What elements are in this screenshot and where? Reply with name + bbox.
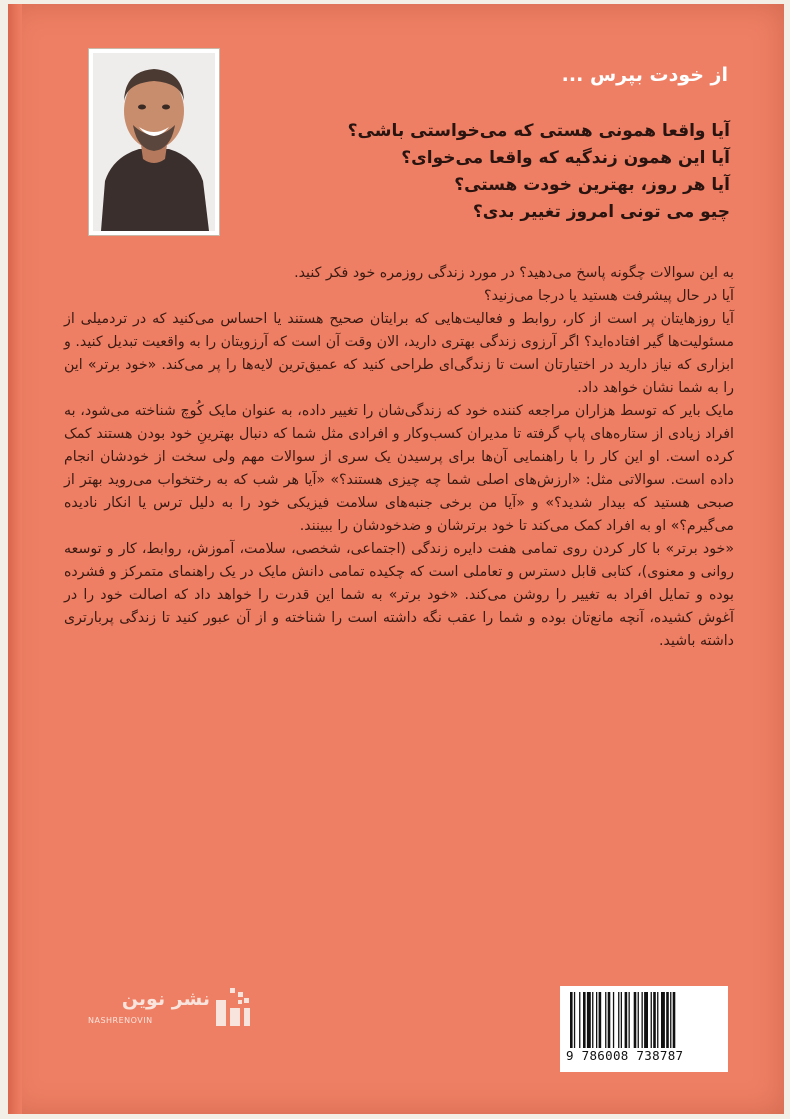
barcode-bar — [629, 992, 630, 1048]
barcode-bar — [618, 992, 619, 1048]
barcode-bar — [625, 992, 628, 1048]
barcode-bar — [613, 992, 614, 1048]
barcode-bar — [570, 992, 573, 1048]
barcode-bar — [605, 992, 606, 1048]
publisher-logo — [86, 986, 252, 1038]
publisher-name: نشر نوین — [121, 988, 210, 1010]
barcode-bar — [651, 992, 652, 1048]
author-silhouette — [93, 53, 215, 231]
barcode-bar — [608, 992, 611, 1048]
barcode-bar — [579, 992, 580, 1048]
barcode-bar — [621, 992, 622, 1048]
blurb-paragraph: به این سوالات چگونه پاسخ می‌دهید؟ در مورد زندگی روزمره خود فکر کنید. — [294, 265, 734, 281]
cover-edge — [8, 4, 22, 1114]
barcode-bar — [596, 992, 597, 1048]
question-item: آیا واقعا همونی هستی که می‌خواستی باشی؟ — [347, 121, 730, 141]
blurb-text — [64, 262, 734, 653]
publisher-latin-name: NASHRENOVIN — [88, 1016, 153, 1025]
barcode-bar — [638, 992, 639, 1048]
barcode-bar — [592, 992, 593, 1048]
barcode-bar — [599, 992, 602, 1048]
barcode-bar — [583, 992, 586, 1048]
barcode-bar — [644, 992, 648, 1048]
publisher-mark-icon — [214, 986, 252, 1028]
barcode-bar — [661, 992, 665, 1048]
barcode-bar — [587, 992, 591, 1048]
isbn-number: 9 786008 738787 — [566, 1048, 684, 1063]
author-portrait — [93, 53, 215, 231]
blurb-paragraph: آیا روزهایتان پر است از کار، روابط و فعالیت‌هایی که برایتان صحیح هستند یا احساس می‌کنید که در تردمیلی از مسئولیت‌ها گیر افتاده‌اید؟ اگر آرزوی زندگی بهتری دارید، الان وقت آن است که آرزویتان را به واقعیت تبدیل کنید. و ابزاری که نیاز دارید در اختیارتان است تا زندگی‌ای طراحی کنید که عمیق‌ترین لایه‌ها را پر می‌کند. «خود برتر» این را به شما نشان خواهد داد. — [64, 311, 734, 396]
barcode-bar — [634, 992, 637, 1048]
barcode-bar — [666, 992, 669, 1048]
barcode-bar — [657, 992, 658, 1048]
blurb-paragraph: «خود برتر» با کار کردن روی تمامی هفت دایره زندگی (اجتماعی، شخصی، سلامت، آموزش، روابط، کار و توسعه روانی و معنوی)، کتابی قابل دسترس و تعاملی است که چکیده تمامی دانش مایک در یک راهنمای متمرکز و فشرده بوده و تمایل افراد به تغییر را روشن می‌کند. «خود برتر» به شما این قدرت را خواهد داد که اصالت خود را در آغوش کشیده، آنچه مانع‌تان بوده و شما را عقب نگه داشته است را شناخته و از آن عبور کنید تا زندگی پربارتری داشته باشید. — [64, 541, 734, 649]
barcode-bars — [570, 992, 718, 1048]
question-item: آیا این همون زندگیه که واقعا می‌خوای؟ — [401, 148, 730, 168]
barcode-bar — [574, 992, 575, 1048]
barcode-bar — [653, 992, 656, 1048]
question-item: چیو می تونی امروز تغییر بدی؟ — [472, 202, 730, 222]
question-item: آیا هر روز، بهترین خودت هستی؟ — [454, 175, 730, 195]
question-list — [280, 118, 730, 226]
cover-heading: از خودت بپرس ... — [561, 64, 728, 86]
barcode-bar — [673, 992, 676, 1048]
author-photo — [88, 48, 220, 236]
isbn-barcode — [560, 986, 728, 1072]
barcode-bar — [670, 992, 671, 1048]
blurb-paragraph: مایک بایر که توسط هزاران مراجعه کننده خود که زندگی‌شان را تغییر داده، به عنوان مایک کُوچ شناخته می‌شود، به افراد زیادی از ستاره‌های پاپ گرفته تا مدیران کسب‌وکار و افرادی مثل شما که دنبال بهترینِ خود بودن هستند کمک کرده است. او این کار را با راهنمایی آن‌ها برای پرسیدن یک سری از سوالات مهم ولی سخت از خودشان انجام داده است. سوالاتی مثل: «ارزش‌های اصلی شما چه چیزی هستند؟» «آیا هر شب که به رختخواب می‌روید بهتر از صبحی هستید که بیدار شدید؟» و «آیا من برخی جنبه‌های سلامت فیزیکی خود را به دلیل ترس یا انکار نادیده می‌گیرم؟» او به افراد کمک می‌کند تا خود برترشان و ضدخودشان را ببینند. — [64, 403, 734, 534]
barcode-bar — [642, 992, 643, 1048]
blurb-paragraph: آیا در حال پیشرفت هستید یا درجا می‌زنید؟ — [484, 288, 734, 304]
